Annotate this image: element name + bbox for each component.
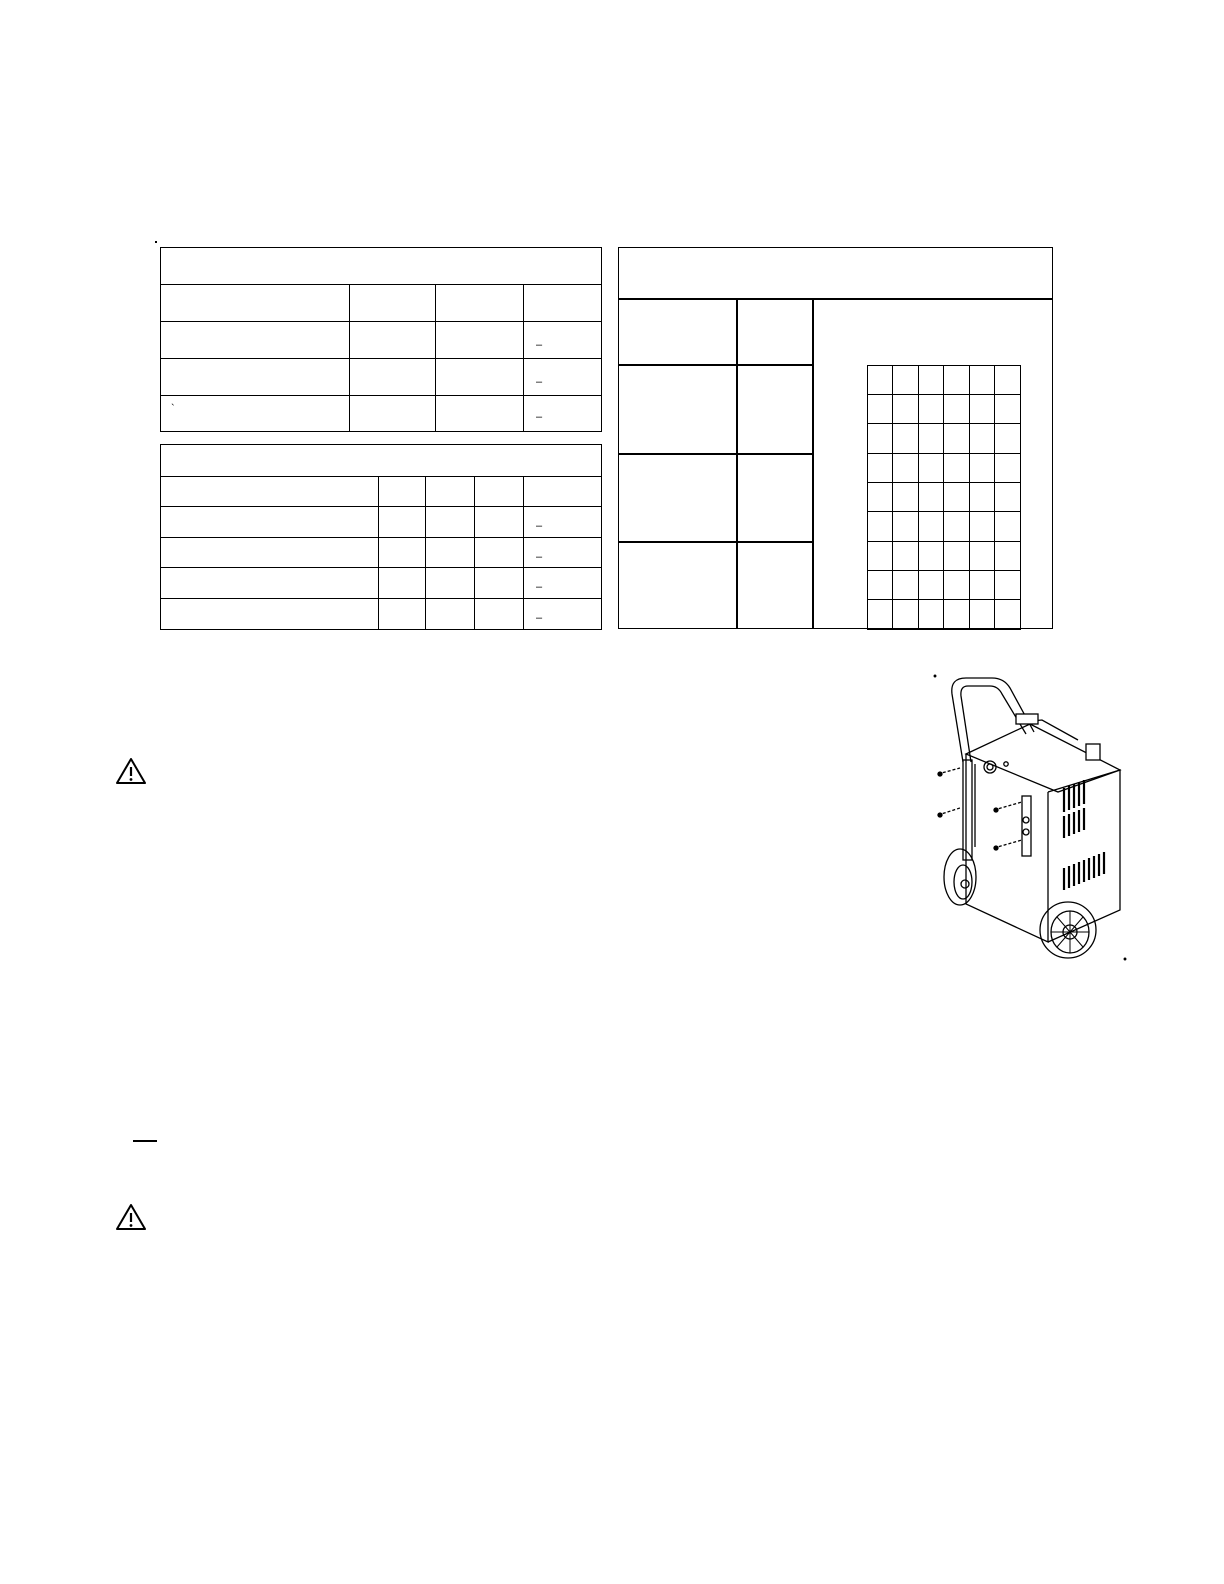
table-cell <box>161 507 379 538</box>
grid-cell <box>944 512 970 542</box>
cell-mark: – <box>536 520 543 532</box>
grid-cell <box>919 512 944 542</box>
grid-cell <box>868 366 893 395</box>
grid-cell <box>868 542 893 571</box>
table-cell <box>426 568 475 599</box>
grid-cell <box>893 424 919 454</box>
grid-cell <box>919 571 944 600</box>
grid-cell <box>995 395 1021 424</box>
table-cell <box>524 538 602 568</box>
grid-cell <box>893 571 919 600</box>
battery-charger-cart-illustration <box>930 672 1130 962</box>
grid-cell <box>970 542 995 571</box>
table-cell <box>426 599 475 630</box>
table-cell <box>436 322 524 359</box>
grid-cell <box>995 483 1021 512</box>
grid-cell <box>868 600 893 630</box>
table-cell <box>524 396 602 432</box>
grid-cell <box>970 424 995 454</box>
grid-cell <box>995 366 1021 395</box>
grid-cell <box>995 512 1021 542</box>
grid-cell <box>919 600 944 630</box>
table-cell <box>475 507 524 538</box>
short-rule <box>133 1140 157 1142</box>
grid-cell <box>893 483 919 512</box>
grid-cell <box>970 512 995 542</box>
left-top-table <box>160 247 602 432</box>
table-cell <box>379 507 426 538</box>
grid-cell <box>970 395 995 424</box>
right-table-row-rule <box>619 364 814 366</box>
right-table-grid <box>867 365 1021 630</box>
grid-cell <box>944 366 970 395</box>
table-cell <box>161 396 350 432</box>
table-cell <box>475 599 524 630</box>
table-cell <box>475 568 524 599</box>
table-cell <box>161 477 379 507</box>
table-cell <box>524 507 602 538</box>
grid-cell <box>893 600 919 630</box>
table-cell <box>524 568 602 599</box>
right-table-col-rule <box>736 298 738 628</box>
table-cell <box>379 538 426 568</box>
table-cell <box>350 322 436 359</box>
table-cell <box>524 599 602 630</box>
cell-mark: – <box>536 339 543 351</box>
grid-cell <box>919 424 944 454</box>
grid-cell <box>868 454 893 483</box>
table-cell <box>379 477 426 507</box>
table-cell <box>161 322 350 359</box>
grid-cell <box>919 454 944 483</box>
table-cell <box>475 538 524 568</box>
grid-cell <box>944 424 970 454</box>
warning-triangle-icon <box>115 1203 147 1231</box>
table-cell <box>426 477 475 507</box>
table-cell <box>379 599 426 630</box>
table-cell <box>524 359 602 396</box>
table-cell <box>161 285 350 322</box>
table-cell <box>426 507 475 538</box>
right-table-row-rule <box>619 453 814 455</box>
table-cell <box>426 538 475 568</box>
grid-cell <box>919 395 944 424</box>
table-header-cell <box>161 248 602 285</box>
grid-cell <box>944 542 970 571</box>
grid-cell <box>944 571 970 600</box>
grid-cell <box>995 600 1021 630</box>
table-cell <box>161 599 379 630</box>
table-cell <box>350 396 436 432</box>
table-cell <box>161 538 379 568</box>
cell-mark: – <box>536 581 543 593</box>
table-header-cell <box>161 445 602 477</box>
table-cell <box>436 285 524 322</box>
grid-cell <box>868 571 893 600</box>
grid-cell <box>868 512 893 542</box>
table-cell <box>436 396 524 432</box>
right-table-row-rule <box>619 541 814 543</box>
table-cell <box>161 568 379 599</box>
table-cell <box>436 359 524 396</box>
grid-cell <box>944 454 970 483</box>
grid-cell <box>944 600 970 630</box>
grid-cell <box>944 395 970 424</box>
grid-cell <box>995 542 1021 571</box>
grid-cell <box>970 600 995 630</box>
grid-cell <box>970 366 995 395</box>
grid-cell <box>970 454 995 483</box>
grid-cell <box>970 483 995 512</box>
grid-cell <box>919 542 944 571</box>
cell-mark: – <box>536 376 543 388</box>
table-cell <box>350 359 436 396</box>
left-bottom-table <box>160 444 602 630</box>
grid-cell <box>893 512 919 542</box>
grid-cell <box>970 571 995 600</box>
table-cell <box>350 285 436 322</box>
cell-mark: – <box>536 612 543 624</box>
grid-cell <box>995 454 1021 483</box>
stray-mark: ` <box>171 403 175 415</box>
grid-cell <box>995 571 1021 600</box>
grid-cell <box>919 366 944 395</box>
table-cell <box>379 568 426 599</box>
table-cell <box>524 477 602 507</box>
grid-cell <box>995 424 1021 454</box>
grid-cell <box>893 395 919 424</box>
right-table-col-rule <box>812 298 814 628</box>
grid-cell <box>919 483 944 512</box>
grid-cell <box>893 366 919 395</box>
grid-cell <box>893 454 919 483</box>
grid-cell <box>893 542 919 571</box>
grid-cell <box>868 424 893 454</box>
table-cell <box>524 285 602 322</box>
right-table-header-rule <box>619 298 1052 300</box>
grid-cell <box>944 483 970 512</box>
grid-cell <box>868 395 893 424</box>
warning-triangle-icon <box>115 757 147 785</box>
table-cell <box>524 322 602 359</box>
cell-mark: – <box>536 551 543 563</box>
stray-dot <box>155 241 157 243</box>
grid-cell <box>868 483 893 512</box>
cell-mark: – <box>536 411 543 423</box>
table-cell <box>161 359 350 396</box>
table-cell <box>475 477 524 507</box>
